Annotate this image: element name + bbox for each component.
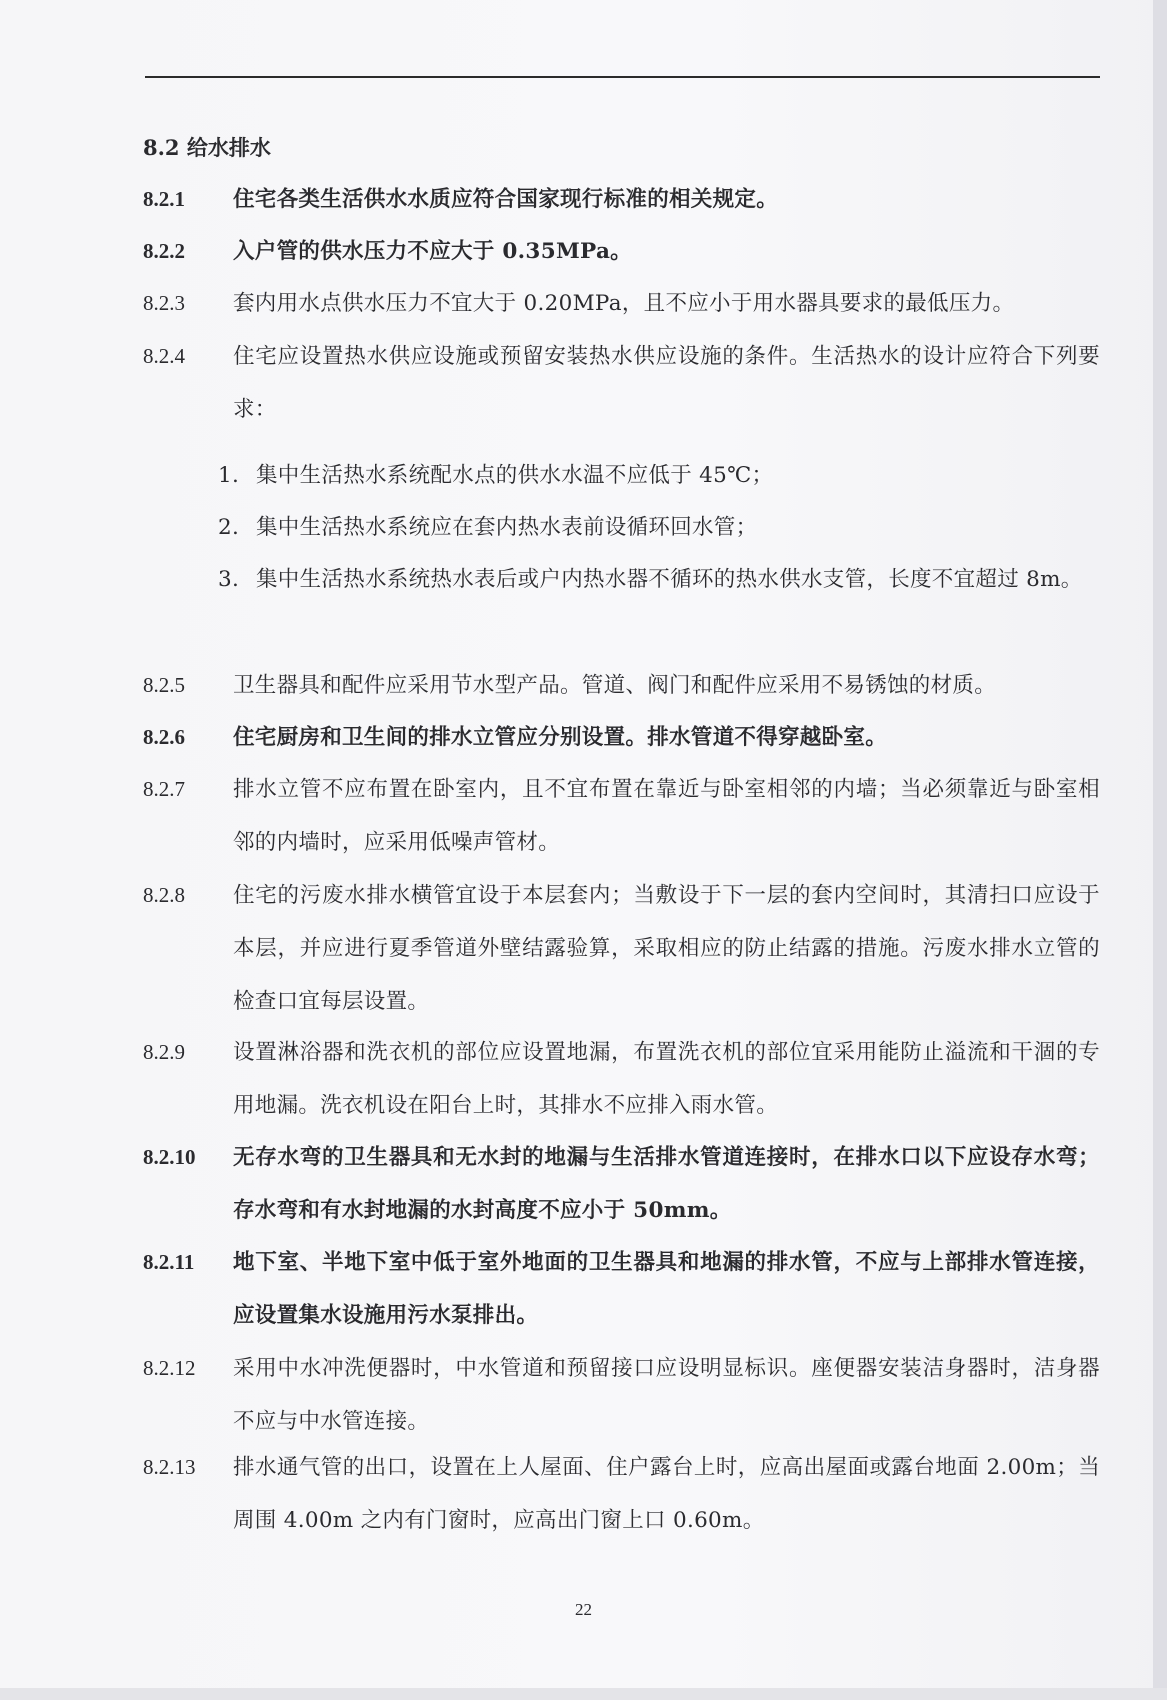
list-item-number: 3.	[218, 567, 240, 592]
clause-number: 8.2.8	[143, 883, 185, 907]
clause-text: 采用中水冲洗便器时，中水管道和预留接口应设明显标识。座便器安装洁身器时，洁身器不应与中水管连接。	[233, 1356, 1100, 1434]
clause-number: 8.2.13	[143, 1455, 196, 1479]
list-item	[218, 553, 1100, 606]
clause-text: 住宅厨房和卫生间的排水立管应分别设置。排水管道不得穿越卧室。	[233, 725, 888, 750]
clause-number: 8.2.4	[143, 344, 185, 368]
section-title: 给水排水	[186, 135, 271, 160]
clause-text: 排水通气管的出口，设置在上人屋面、住户露台上时，应高出屋面或露台地面 2.00m；当周围 4.00m 之内有门窗时，应高出门窗上口 0.60m。	[233, 1455, 1100, 1533]
list-item	[218, 501, 1100, 554]
clause-text: 地下室、半地下室中低于室外地面的卫生器具和地漏的排水管，不应与上部排水管连接，应设置集水设施用污水泵排出。	[233, 1250, 1100, 1328]
clause-text: 入户管的供水压力不应大于 0.35MPa。	[233, 239, 632, 264]
section-heading	[143, 133, 271, 163]
clause-number: 8.2.11	[143, 1250, 195, 1274]
clause-number: 8.2.5	[143, 673, 185, 697]
list-item-number: 2.	[218, 515, 240, 540]
clause-number: 8.2.9	[143, 1040, 185, 1064]
list-item-text: 集中生活热水系统热水表后或户内热水器不循环的热水供水支管，长度不宜超过 8m。	[256, 567, 1083, 592]
list-item-text: 集中生活热水系统应在套内热水表前设循环回水管；	[256, 515, 758, 540]
page-edge-shadow	[1153, 0, 1167, 1700]
clause-text: 套内用水点供水压力不宜大于 0.20MPa，且不应小于用水器具要求的最低压力。	[233, 291, 1015, 316]
list-item-number: 1.	[218, 463, 240, 488]
clause-number: 8.2.12	[143, 1356, 196, 1380]
list-item-text: 集中生活热水系统配水点的供水水温不应低于 45℃；	[256, 463, 774, 488]
clause-number: 8.2.3	[143, 291, 185, 315]
clause-text: 住宅应设置热水供应设施或预留安装热水供应设施的条件。生活热水的设计应符合下列要求：	[233, 344, 1100, 422]
section-number: 8.2	[143, 135, 180, 160]
scan-bottom-edge	[0, 1688, 1167, 1700]
header-rule	[145, 76, 1100, 78]
clause-text: 无存水弯的卫生器具和无水封的地漏与生活排水管道连接时，在排水口以下应设存水弯；存水弯和有水封地漏的水封高度不应小于 50mm。	[233, 1145, 1100, 1223]
clause-number: 8.2.6	[143, 725, 185, 749]
clause-number: 8.2.10	[143, 1145, 196, 1169]
clause-text: 设置淋浴器和洗衣机的部位应设置地漏，布置洗衣机的部位宜采用能防止溢流和干涸的专用地漏。洗衣机设在阳台上时，其排水不应排入雨水管。	[233, 1040, 1100, 1118]
page-number: 22	[575, 1600, 592, 1619]
clause-number: 8.2.7	[143, 777, 185, 801]
clause-number: 8.2.1	[143, 187, 185, 211]
clause-text: 卫生器具和配件应采用节水型产品。管道、阀门和配件应采用不易锈蚀的材质。	[233, 673, 997, 698]
clause-number: 8.2.2	[143, 239, 185, 263]
clause-text: 排水立管不应布置在卧室内，且不宜布置在靠近与卧室相邻的内墙；当必须靠近与卧室相邻的内墙时，应采用低噪声管材。	[233, 777, 1100, 855]
clause-text: 住宅各类生活供水水质应符合国家现行标准的相关规定。	[233, 187, 779, 212]
clause-text: 住宅的污废水排水横管宜设于本层套内；当敷设于下一层的套内空间时，其清扫口应设于本层，并应进行夏季管道外壁结露验算，采取相应的防止结露的措施。污废水排水立管的检查口宜每层设置。	[233, 883, 1100, 1014]
list-item	[218, 449, 1100, 502]
